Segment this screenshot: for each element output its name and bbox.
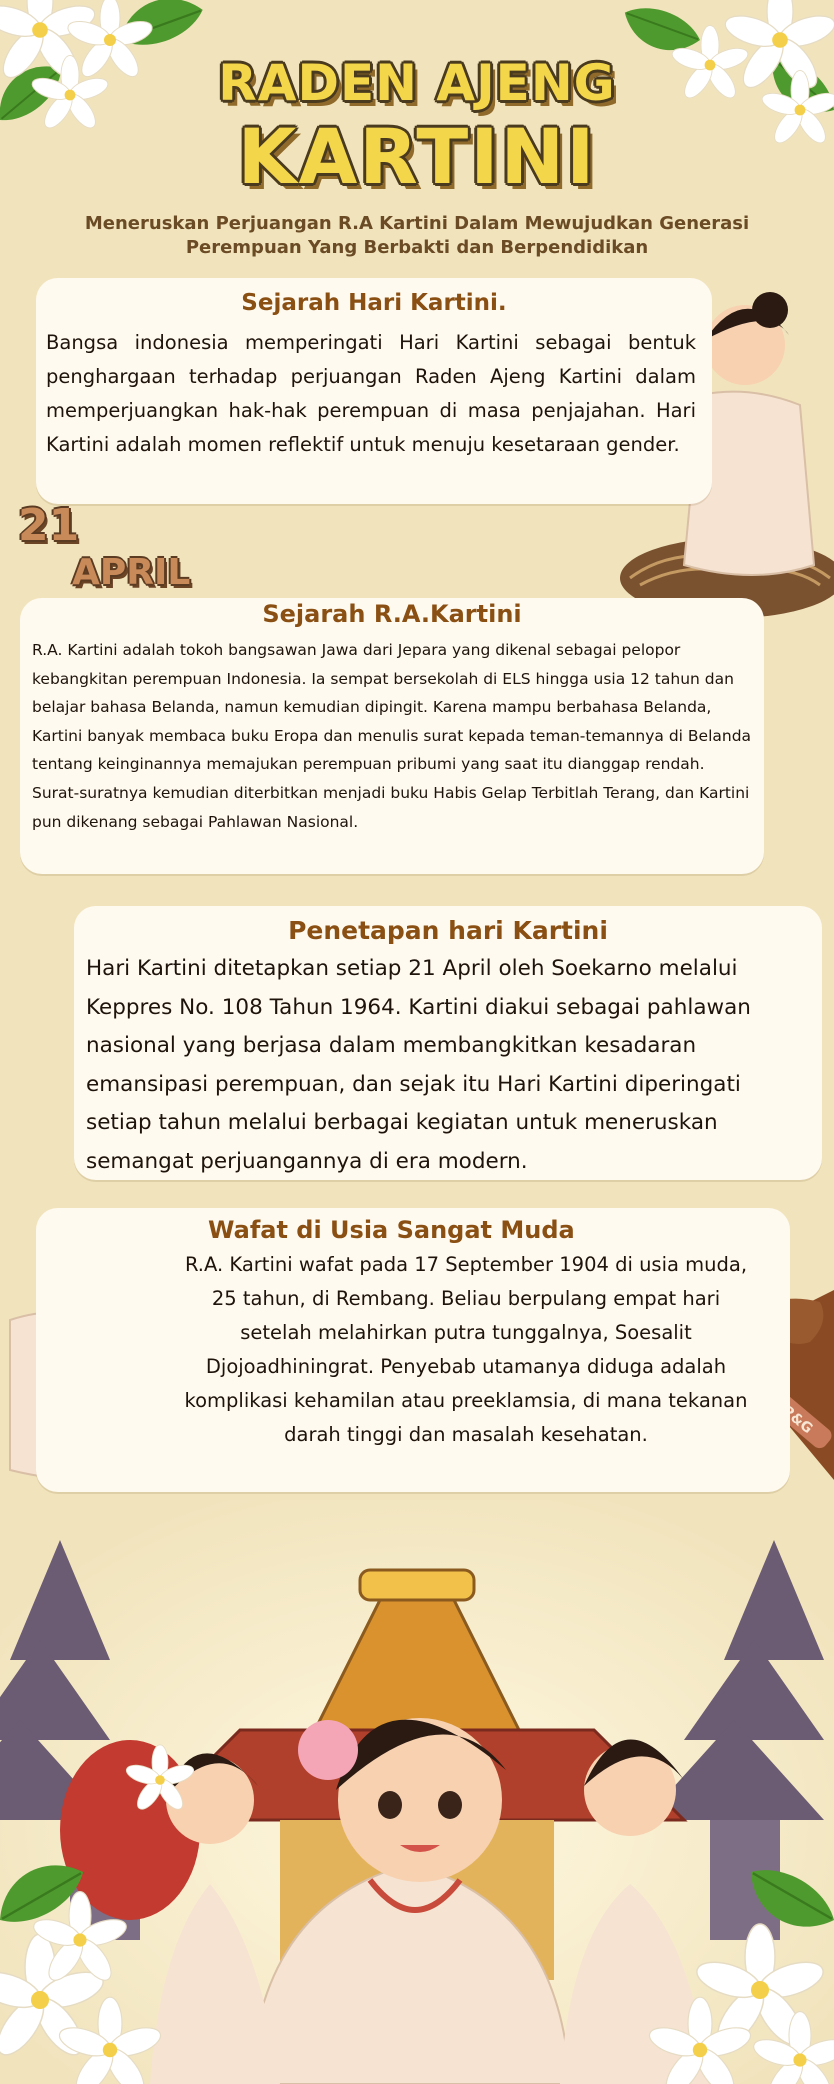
title-line-2: KARTINI [237,112,597,201]
section-card-wafat [36,1208,790,1492]
section-heading: Sejarah R.A.Kartini [262,600,522,628]
section-text: R.A. Kartini wafat pada 17 September 1904 di usia muda, 25 tahun, di Rembang. Beliau berpulang empat hari setelah melahirkan putra tunggalnya, Soesalit Djojoadhiningrat. Penyebab utamanya diduga adalah komplikasi kehamilan atau preeklamsia, di mana tekanan darah tinggi dan masalah kesehatan. [184,1253,748,1446]
date-month: APRIL [72,552,191,593]
section-text: Hari Kartini ditetapkan setiap 21 April oleh Soekarno melalui Keppres No. 108 Tahun 1964. Kartini diakui sebagai pahlawan nasional yang berjasa dalam membangkitkan kesadaran emansipasi perempuan, dan sejak itu Hari Kartini diperingati setiap tahun melalui berbagai kegiatan untuk meneruskan semangat perjuangannya di era modern. [86,956,751,1174]
section-heading: Penetapan hari Kartini [288,916,608,945]
section-text: Bangsa indonesia memperingati Hari Kartini sebagai bentuk penghargaan terhadap perjuangan Raden Ajeng Kartini dalam memperjuangkan hak-hak perempuan di masa penjajahan. Hari Kartini adalah momen reflektif untuk menuju kesetaraan gender. [46,331,696,456]
section-text: R.A. Kartini adalah tokoh bangsawan Jawa dari Jepara yang dikenal sebagai pelopor kebangkitan perempuan Indonesia. Ia sempat bersekolah di ELS hingga usia 12 tahun dan belajar bahasa Belanda, namun kemudian dipingit. Karena mampu berbahasa Belanda, Kartini banyak membaca buku Eropa dan menulis surat kepada teman-temannya di Belanda tentang keinginannya memajukan perempuan pribumi yang saat itu dianggap rendah. Surat-suratnya kemudian diterbitkan menjadi buku Habis Gelap Terbitlah Terang, dan Kartini pun dikenang sebagai Pahlawan Nasional. [32,641,752,831]
section-card-sejarah-ra-kartini [20,598,764,874]
section-heading: Sejarah Hari Kartini. [241,290,507,316]
title-line-1: RADEN AJENG [218,54,616,112]
subtitle: Meneruskan Perjuangan R.A Kartini Dalam Mewujudkan Generasi Perempuan Yang Berbakti dan Berpendidikan [84,213,750,258]
section-card-penetapan-hari-kartini [74,906,822,1180]
bottom-scene [0,1500,834,2084]
section-card-sejarah-hari-kartini [36,278,712,504]
date-day: 21 [18,500,80,551]
section-heading: Wafat di Usia Sangat Muda [208,1216,575,1244]
